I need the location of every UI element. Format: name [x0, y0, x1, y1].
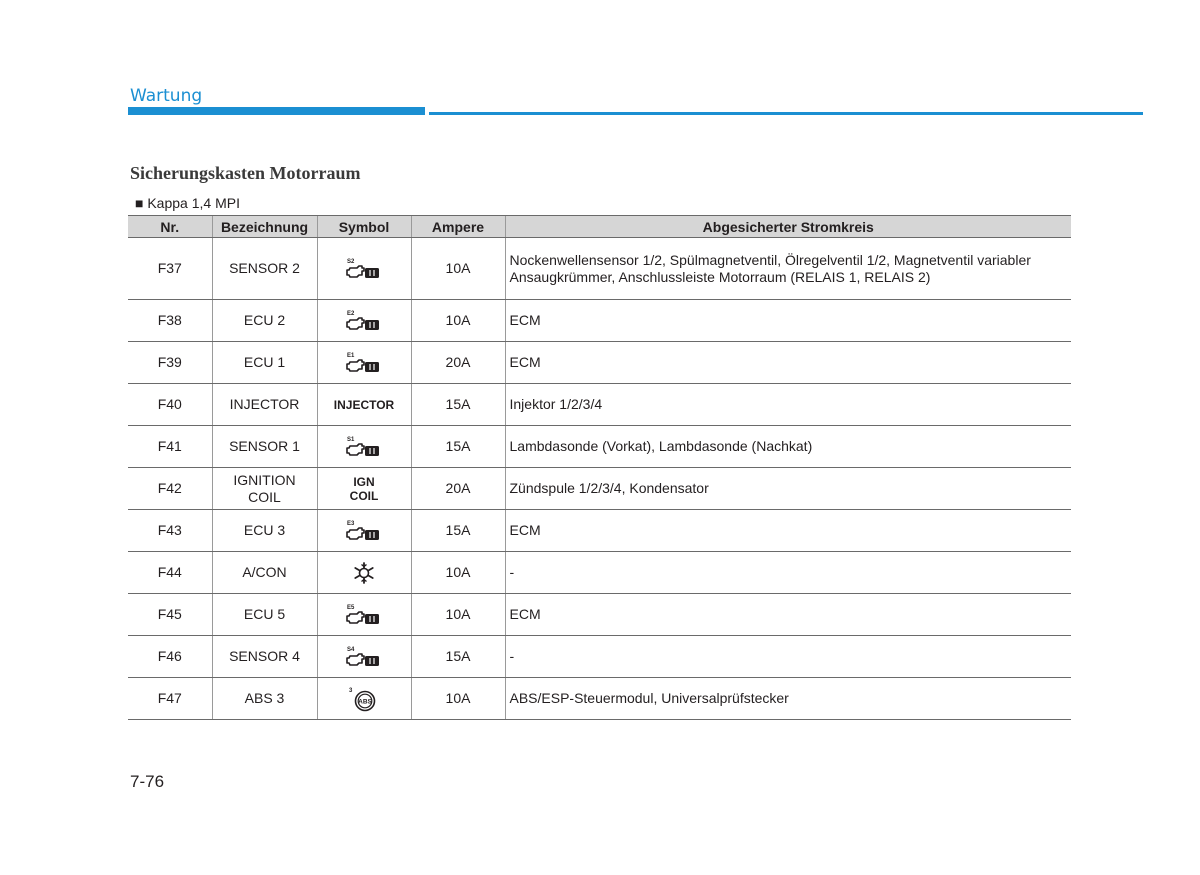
- fuse-number-cell: F40: [128, 384, 212, 426]
- section-title: Wartung: [130, 86, 203, 106]
- fuse-number-cell: F38: [128, 300, 212, 342]
- fuse-number-cell: F43: [128, 510, 212, 552]
- fuse-circuit-cell: Injektor 1/2/3/4: [505, 384, 1071, 426]
- fuse-name-cell: A/CON: [212, 552, 317, 594]
- fuse-ampere-cell: 10A: [411, 300, 505, 342]
- symbol-text-label: INJECTOR: [333, 397, 395, 412]
- fuse-ampere-cell: 10A: [411, 238, 505, 300]
- fuse-table-body: [128, 238, 1071, 720]
- fuse-circuit-cell: Nockenwellensensor 1/2, Spülmagnetventil, Ölregelventil 1/2, Magnetventil variabler Ansaugkrümmer, Anschlussleiste Motorraum (RELAIS 1, RELAIS 2): [505, 238, 1071, 300]
- column-header-nr: Nr.: [128, 216, 212, 238]
- fuse-symbol-cell: [317, 426, 411, 468]
- table-row: [128, 342, 1071, 384]
- column-header-bezeichnung: Bezeichnung: [212, 216, 317, 238]
- column-header-stromkreis: Abgesicherter Stromkreis: [505, 216, 1071, 238]
- symbol-code-label: E1: [347, 352, 355, 359]
- fuse-symbol-cell: [317, 238, 411, 300]
- fuse-number-cell: F46: [128, 636, 212, 678]
- fuse-name-cell: SENSOR 2: [212, 238, 317, 300]
- page-number: 7-76: [130, 772, 165, 791]
- column-header-ampere: Ampere: [411, 216, 505, 238]
- fuse-symbol-cell: [317, 300, 411, 342]
- table-row: [128, 552, 1071, 594]
- fuse-name-cell: SENSOR 4: [212, 636, 317, 678]
- fuse-ampere-cell: 20A: [411, 468, 505, 510]
- fuse-name-cell: IGNITION COIL: [212, 468, 317, 510]
- column-header-symbol: Symbol: [317, 216, 411, 238]
- symbol-code-label: E5: [347, 604, 355, 611]
- fuse-ampere-cell: 10A: [411, 552, 505, 594]
- fuse-number-cell: F41: [128, 426, 212, 468]
- table-row: [128, 510, 1071, 552]
- fuse-ampere-cell: 10A: [411, 594, 505, 636]
- symbol-code-label: S2: [347, 258, 355, 265]
- symbol-code-label: S1: [347, 436, 355, 443]
- fuse-circuit-cell: Lambdasonde (Vorkat), Lambdasonde (Nachkat): [505, 426, 1071, 468]
- header-bar-accent: [128, 107, 425, 115]
- engine-ecu-icon: [345, 519, 383, 543]
- fuse-circuit-cell: ECM: [505, 300, 1071, 342]
- table-row: [128, 384, 1071, 426]
- table-row: [128, 636, 1071, 678]
- engine-variant-subtitle: ■ Kappa 1,4 MPI: [135, 195, 240, 211]
- fuse-circuit-cell: -: [505, 636, 1071, 678]
- fuse-symbol-cell: [317, 510, 411, 552]
- header-bar-rule: [429, 112, 1143, 115]
- fuse-name-cell: SENSOR 1: [212, 426, 317, 468]
- symbol-code-label: E3: [347, 520, 355, 527]
- fuse-name-cell: ECU 3: [212, 510, 317, 552]
- engine-sensor-icon: [345, 645, 383, 669]
- table-row: [128, 468, 1071, 510]
- fuse-number-cell: F47: [128, 678, 212, 720]
- fuse-circuit-cell: ECM: [505, 594, 1071, 636]
- fuse-name-cell: ECU 1: [212, 342, 317, 384]
- symbol-code-label: E2: [347, 310, 355, 317]
- fuse-ampere-cell: 15A: [411, 636, 505, 678]
- fuse-circuit-cell: -: [505, 552, 1071, 594]
- engine-sensor-icon: [345, 257, 383, 281]
- engine-sensor-icon: [345, 435, 383, 459]
- table-row: [128, 678, 1071, 720]
- fuse-symbol-cell: [317, 552, 411, 594]
- abs-badge-label: ABS: [358, 698, 372, 705]
- fuse-circuit-cell: ABS/ESP-Steuermodul, Universalprüfstecker: [505, 678, 1071, 720]
- table-row: [128, 238, 1071, 300]
- fuse-symbol-cell: [317, 636, 411, 678]
- fuse-ampere-cell: 10A: [411, 678, 505, 720]
- table-row: [128, 426, 1071, 468]
- fuse-circuit-cell: Zündspule 1/2/3/4, Kondensator: [505, 468, 1071, 510]
- fuse-name-cell: ABS 3: [212, 678, 317, 720]
- fuse-symbol-cell: [317, 468, 411, 510]
- fuse-number-cell: F44: [128, 552, 212, 594]
- fuse-number-cell: F42: [128, 468, 212, 510]
- abs-icon: [348, 686, 380, 712]
- fuse-circuit-cell: ECM: [505, 342, 1071, 384]
- engine-ecu-icon: [345, 603, 383, 627]
- engine-ecu-icon: [345, 351, 383, 375]
- snowflake-icon: [352, 561, 376, 585]
- table-header-row: [128, 216, 1071, 238]
- table-row: [128, 300, 1071, 342]
- symbol-code-label: 3: [349, 687, 353, 694]
- fuse-ampere-cell: 15A: [411, 384, 505, 426]
- fuse-number-cell: F39: [128, 342, 212, 384]
- fuse-symbol-cell: [317, 594, 411, 636]
- fuse-name-cell: ECU 5: [212, 594, 317, 636]
- page-heading: Sicherungskasten Motorraum: [130, 163, 361, 183]
- fuse-ampere-cell: 20A: [411, 342, 505, 384]
- symbol-text-label: IGN COIL: [349, 474, 379, 503]
- fuse-name-cell: ECU 2: [212, 300, 317, 342]
- fuse-symbol-cell: [317, 384, 411, 426]
- fuse-table: [128, 215, 1071, 720]
- fuse-symbol-cell: [317, 678, 411, 720]
- table-row: [128, 594, 1071, 636]
- fuse-symbol-cell: [317, 342, 411, 384]
- fuse-circuit-cell: ECM: [505, 510, 1071, 552]
- fuse-ampere-cell: 15A: [411, 426, 505, 468]
- fuse-number-cell: F45: [128, 594, 212, 636]
- fuse-ampere-cell: 15A: [411, 510, 505, 552]
- engine-ecu-icon: [345, 309, 383, 333]
- fuse-name-cell: INJECTOR: [212, 384, 317, 426]
- fuse-number-cell: F37: [128, 238, 212, 300]
- symbol-code-label: S4: [347, 646, 355, 653]
